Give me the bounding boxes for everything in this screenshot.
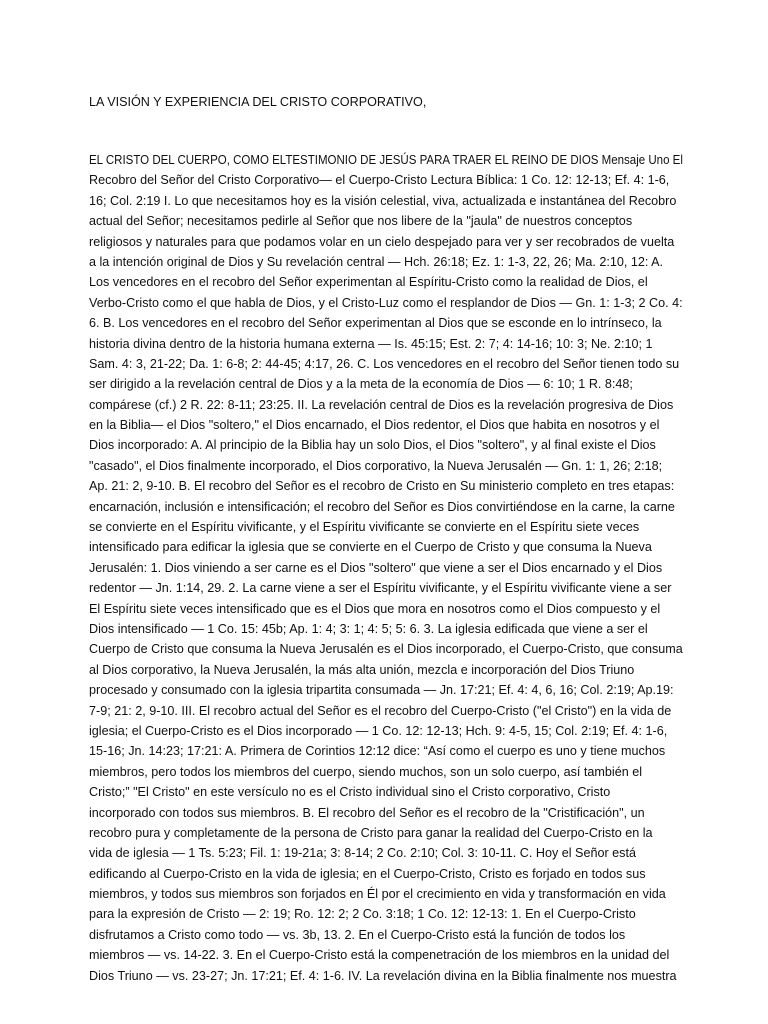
body-text-line: compárese (cf.) 2 R. 22: 8-11; 23:25. II. La revelación central de Dios es la revelación progresiva de Dios bbox=[89, 397, 674, 412]
body-text-line: ser dirigido a la revelación central de Dios y a la meta de la economía de Dios — 6: 10; 1 R. 8:48; bbox=[89, 377, 633, 392]
body-text-line: Recobro del Señor del Cristo Corporativo— el Cuerpo-Cristo Lectura Bíblica: 1 Co. 12: 12-13; Ef. 4: 1-6, bbox=[89, 173, 670, 188]
body-text-line: iglesia; el Cuerpo-Cristo es el Dios incorporado — 1 Co. 12: 12-13; Hch. 9: 4-5, 15; Col. 2:19; Ef. 4: 1-6, bbox=[89, 723, 668, 738]
body-text-line: Dios intensificado — 1 Co. 15: 45b; Ap. 1: 4; 3: 1; 4: 5; 5: 6. 3. La iglesia edificada que viene a ser el bbox=[89, 621, 648, 636]
body-text-line: a la intención original de Dios y Su revelación central — Hch. 26:18; Ez. 1: 1-3, 22, 26; Ma. 2:10, 12: A. bbox=[89, 254, 664, 269]
body-text-line: Sam. 4: 3, 21-22; Da. 1: 6-8; 2: 44-45; 4:17, 26. C. Los vencedores en el recobro del Señor tienen todo su bbox=[89, 356, 680, 371]
body-text-line: 6. B. Los vencedores en el recobro del Señor experimentan al Dios que se esconde en lo intrínseco, la bbox=[89, 316, 662, 331]
body-text-line: edificando al Cuerpo-Cristo en la vida de iglesia; en el Cuerpo-Cristo, Cristo es forjado en todos sus bbox=[89, 866, 646, 881]
body-text-line: para la expresión de Cristo — 2: 19; Ro. 12: 2; 2 Co. 3:18; 1 Co. 12: 12-13: 1. En el Cuerpo-Cristo bbox=[89, 907, 636, 922]
body-text-line: Jerusalén: 1. Dios viniendo a ser carne es el Dios "soltero" que viene a ser el Dios encarnado y el Dios bbox=[89, 560, 663, 575]
body-text-line: miembros, y todos sus miembros son forjados en Él por el crecimiento en vida y transformación en vida bbox=[89, 887, 666, 902]
body-text-line: 15-16; Jn. 14:23; 17:21: A. Primera de Corintios 12:12 dice: “Así como el cuerpo es uno y tiene muchos bbox=[89, 744, 666, 759]
body-text-line: Cuerpo de Cristo que consuma la Nueva Jerusalén es el Dios incorporado, el Cuerpo-Cristo, que consuma bbox=[89, 642, 683, 657]
body-text-line: "casado", el Dios finalmente incorporado, el Dios corporativo, la Nueva Jerusalén — Gn. 1: 1, 26; 2:18; bbox=[89, 458, 663, 473]
body-text-line: Ap. 21: 2, 9-10. B. El recobro del Señor es el recobro de Cristo en Su ministerio completo en tres etapas: bbox=[89, 479, 675, 494]
body-text-line: incorporado con todos sus miembros. B. El recobro del Señor es el recobro de la "Cristificación", un bbox=[89, 805, 645, 820]
body-text-line: Dios Triuno — vs. 23-27; Jn. 17:21; Ef. 4: 1-6. IV. La revelación divina en la Biblia finalmente nos muestra bbox=[89, 968, 677, 983]
body-text-line: procesado y consumado con la iglesia tripartita consumada — Jn. 17:21; Ef. 4: 4, 6, 16; Col. 2:19; Ap.19: bbox=[89, 683, 674, 698]
document-title: LA VISIÓN Y EXPERIENCIA DEL CRISTO CORPORATIVO, bbox=[89, 95, 427, 109]
body-text-line: 16; Col. 2:19 I. Lo que necesitamos hoy es la visión celestial, viva, actualizada e instantánea del Recobro bbox=[89, 193, 677, 208]
body-text-line: redentor — Jn. 1:14, 29. 2. La carne viene a ser el Espíritu vivificante, y el Espíritu vivificante viene a ser bbox=[89, 581, 672, 596]
body-text-line: actual del Señor; necesitamos pedirle al Señor que nos libere de la "jaula" de nuestros conceptos bbox=[89, 214, 633, 229]
body-text-line: intensificado para edificar la iglesia que se convierte en el Cuerpo de Cristo y que consuma la Nueva bbox=[89, 540, 652, 555]
body-text-line: El Espíritu siete veces intensificado que es el Dios que mora en nosotros como el Dios compuesto y el bbox=[89, 601, 661, 616]
body-text-line: historia divina dentro de la historia humana externa — Is. 45:15; Est. 2: 7; 4: 14-16; 10: 3; Ne. 2:10; 1 bbox=[89, 336, 653, 351]
body-text-line: se convierte en el Espíritu vivificante, y el Espíritu vivificante se convierte en el Espíritu siete veces bbox=[89, 520, 640, 535]
body-text-line: disfrutamos a Cristo como todo — vs. 3b, 13. 2. En el Cuerpo-Cristo está la función de todos los bbox=[89, 927, 626, 942]
body-text-line: Los vencedores en el recobro del Señor experimentan al Espíritu-Cristo como la realidad de Dios, el bbox=[89, 275, 648, 290]
body-text-line: religiosos y naturales para que podamos volar en un cielo despejado para ver y ser recobrados de vuelta bbox=[89, 234, 675, 249]
body-text-line: Cristo;” "El Cristo" en este versículo no es el Cristo individual sino el Cristo corporativo, Cristo bbox=[89, 785, 611, 800]
body-text-line: al Dios corporativo, la Nueva Jerusalén, la más alta unión, mezcla e incorporación del Dios Triuno bbox=[89, 662, 635, 677]
body-text-line: EL CRISTO DEL CUERPO, COMO ELTESTIMONIO DE JESÚS PARA TRAER EL REINO DE DIOS Mensaje Uno El bbox=[89, 153, 683, 167]
body-text-line: recobro pura y completamente de la persona de Cristo para ganar la realidad del Cuerpo-Cristo en la bbox=[89, 825, 653, 840]
body-text-line: en la Biblia— el Dios "soltero," el Dios encarnado, el Dios redentor, el Dios que habita en nosotros y el bbox=[89, 418, 660, 433]
body-text-line: 7-9; 21: 2, 9-10. III. El recobro actual del Señor es el recobro del Cuerpo-Cristo ("el Cristo") en la vida de bbox=[89, 703, 672, 718]
document-body bbox=[89, 150, 683, 986]
body-text-line: miembros — vs. 14-22. 3. En el Cuerpo-Cristo está la compenetración de los miembros en la unidad del bbox=[89, 948, 670, 963]
body-text-line: encarnación, inclusión e intensificación; el recobro del Señor es Dios convirtiéndose en la carne, la carne bbox=[89, 499, 675, 514]
body-text-line: Dios incorporado: A. Al principio de la Biblia hay un solo Dios, el Dios "soltero", y al final existe el Dios bbox=[89, 438, 656, 453]
body-text-line: vida de iglesia — 1 Ts. 5:23; Fil. 1: 19-21a; 3: 8-14; 2 Co. 2:10; Col. 3: 10-11. C. Hoy el Señor está bbox=[89, 846, 636, 861]
body-text-line: Verbo-Cristo como el que habla de Dios, y el Cristo-Luz como el resplandor de Dios — Gn. 1: 1-3; 2 Co. 4: bbox=[89, 295, 683, 310]
body-text-line: miembros, pero todos los miembros del cuerpo, siendo muchos, son un solo cuerpo, así también el bbox=[89, 764, 643, 779]
